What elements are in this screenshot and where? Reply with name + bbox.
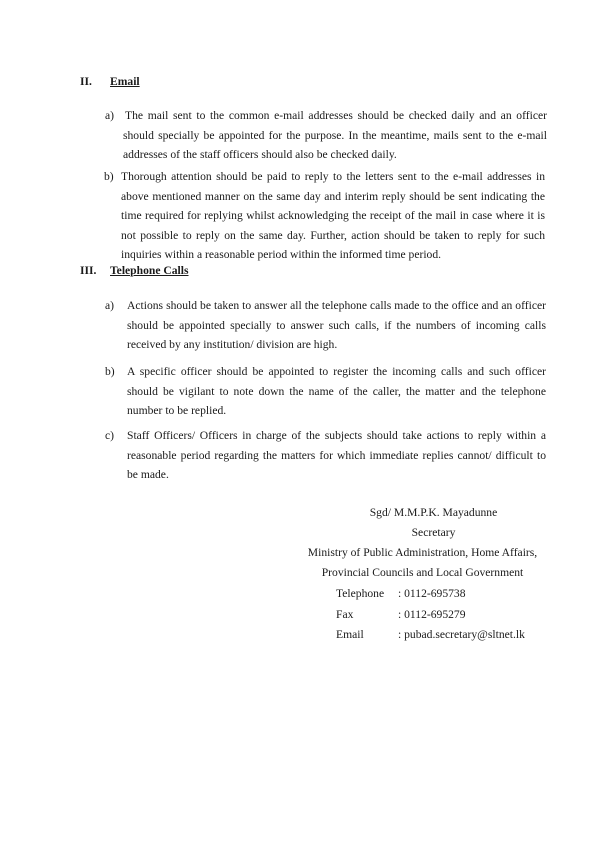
telephone-value: : 0112-695738: [398, 587, 466, 600]
email-item-b: [104, 167, 545, 265]
item-text: A specific officer should be appointed to register the incoming calls and such officer should be vigilant to note down the name of the caller, the matter and the telephone number to be replied.: [127, 365, 546, 417]
section-title: Telephone Calls: [110, 264, 189, 277]
signatory-name: Sgd/ M.M.P.K. Mayadunne: [369, 506, 498, 519]
item-text: Actions should be taken to answer all the telephone calls made to the office and an officer should be appointed specially to answer such calls, if the numbers of incoming calls received by any institution/ division are high.: [127, 299, 546, 351]
item-label: b): [105, 365, 115, 378]
telephone-item-b: [105, 362, 546, 421]
email-item-a: [105, 106, 547, 165]
item-label: a): [105, 109, 115, 122]
organization-line-1: Ministry of Public Administration, Home Affairs,: [307, 546, 538, 559]
signatory-title: Secretary: [411, 526, 456, 539]
section-telephone-heading: [80, 264, 330, 280]
section-number: III.: [80, 264, 97, 277]
section-number: II.: [80, 75, 92, 88]
fax-value: : 0112-695279: [398, 607, 466, 621]
telephone-item-a: [105, 296, 546, 355]
telephone-row: [336, 584, 525, 605]
item-label: c): [105, 429, 115, 442]
telephone-label: Telephone: [336, 587, 385, 600]
signature-block: [290, 503, 555, 583]
section-title: Email: [110, 75, 140, 88]
section-email-heading: [80, 75, 280, 91]
contact-details: [336, 584, 525, 646]
email-value: : pubad.secretary@sltnet.lk: [398, 628, 525, 641]
organization-line-2: Provincial Councils and Local Government: [321, 566, 524, 579]
item-text: Thorough attention should be paid to reply to the letters sent to the e-mail addresses in above mentioned manner on the same day and interim reply should be sent indicating the time required for replying whilst acknowledging the receipt of the mail in case where it is not possible to reply on the same day. Further, action should be taken to reply for such inquiries within a reasonable period within the informed time period.: [121, 170, 545, 261]
item-text: Staff Officers/ Officers in charge of the subjects should take actions to reply within a reasonable period regarding the matters for which immediate replies cannot/ difficult to be made.: [127, 429, 546, 481]
email-label: Email: [336, 628, 364, 641]
fax-row: [336, 605, 525, 626]
fax-label: Fax: [336, 607, 354, 621]
email-row: [336, 625, 525, 646]
item-label: b): [104, 170, 114, 183]
item-text: The mail sent to the common e-mail addresses should be checked daily and an officer should specially be appointed for the purpose. In the meantime, mails sent to the e-mail addresses of the staff officers should also be checked daily.: [123, 109, 547, 161]
item-label: a): [105, 299, 115, 312]
telephone-item-c: [105, 426, 546, 485]
